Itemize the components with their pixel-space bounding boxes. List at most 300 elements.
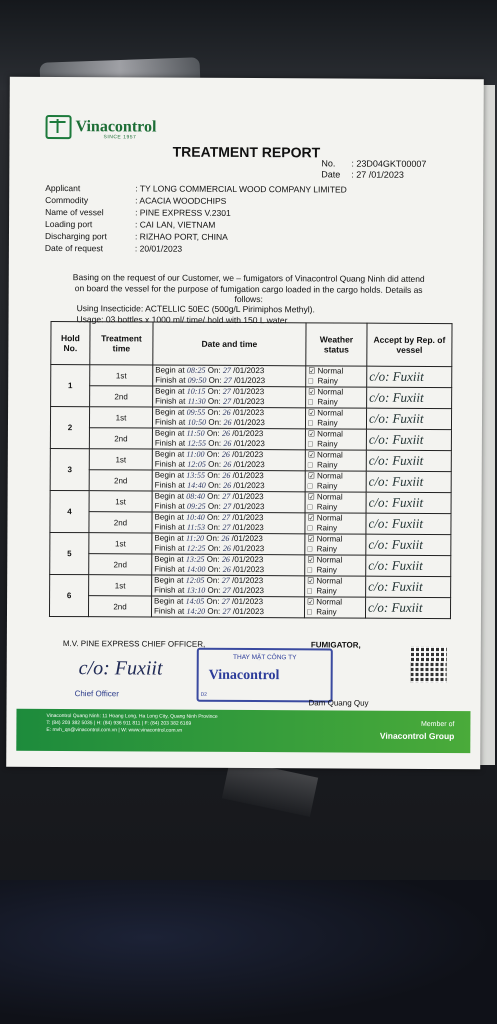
- finish-day: 27: [223, 375, 232, 385]
- on-label: On:: [207, 396, 221, 406]
- stamp-top-text: THAY MẶT CÔNG TY: [233, 653, 297, 662]
- footer-member-of: Member of: [420, 720, 455, 729]
- info-value: : CAI LAN, VIETNAM: [135, 219, 216, 230]
- begin-day: 27: [222, 365, 231, 375]
- rep-signature: c/o: Fuxiit: [366, 492, 451, 513]
- date-time-cell: [152, 407, 305, 429]
- month-year: /01/2023: [232, 407, 265, 418]
- date-time-cell: [152, 533, 305, 555]
- finish-time: 14:40: [187, 480, 206, 490]
- hold-number: 5: [50, 532, 89, 574]
- hold-number: 6: [49, 574, 88, 616]
- company-stamp: [197, 648, 333, 703]
- rainy-label: Rainy: [317, 376, 338, 386]
- finish-time: 12:55: [187, 438, 207, 448]
- finish-day: 27: [223, 501, 232, 511]
- rainy-label: Rainy: [317, 418, 338, 428]
- on-label: On:: [208, 417, 222, 427]
- info-key: Commodity: [45, 194, 89, 206]
- rainy-label: Rainy: [316, 523, 338, 533]
- begin-label: Begin at: [155, 365, 185, 375]
- info-key: Applicant: [45, 182, 81, 194]
- header-date-time: Date and time: [153, 322, 306, 366]
- begin-label: Begin at: [154, 512, 184, 522]
- finish-day: 26: [223, 438, 232, 448]
- treatment-time: 2nd: [90, 386, 153, 407]
- month-year: /01/2023: [233, 365, 265, 376]
- treatment-time: 2nd: [89, 512, 152, 533]
- on-label: On:: [206, 533, 220, 543]
- rainy-label: Rainy: [317, 397, 338, 407]
- checkbox-empty-icon: □: [307, 460, 313, 470]
- rep-signature: c/o: Fuxiit: [366, 471, 451, 492]
- begin-day: 26: [221, 428, 231, 438]
- header-weather: Weather status: [306, 323, 367, 366]
- treatment-time: 2nd: [88, 596, 151, 617]
- treatment-time: 1st: [89, 407, 152, 428]
- checkbox-checked-icon: ☑: [307, 597, 315, 607]
- hold-number: 4: [50, 490, 89, 532]
- finish-line: [155, 502, 303, 513]
- rep-signature: c/o: Fuxiit: [367, 387, 452, 408]
- begin-time: 13:25: [185, 554, 205, 564]
- finish-label: Finish at: [154, 522, 185, 532]
- normal-label: Normal: [316, 471, 343, 481]
- date-time-cell: [152, 428, 305, 450]
- vinacontrol-logo: [45, 115, 156, 140]
- month-year: /01/2023: [232, 428, 264, 439]
- finish-day: 26: [223, 459, 232, 469]
- month-year: /01/2023: [232, 470, 264, 481]
- finish-time: 12:05: [187, 459, 206, 469]
- on-label: On:: [207, 564, 221, 574]
- checkbox-empty-icon: □: [307, 481, 313, 491]
- normal-label: Normal: [317, 429, 343, 439]
- table-row: [50, 427, 451, 450]
- normal-label: Normal: [317, 450, 343, 460]
- weather-normal: [307, 597, 363, 607]
- info-value: : ACACIA WOODCHIPS: [135, 195, 227, 206]
- finish-time: 10:50: [187, 417, 207, 427]
- month-year: /01/2023: [233, 417, 265, 428]
- rainy-label: Rainy: [317, 439, 338, 449]
- footer-email: E: mvh_qn@vinacontrol.com.vn | W: www.vinacontrol.com.vn: [46, 726, 183, 734]
- finish-day: 26: [222, 543, 231, 553]
- month-year: /01/2023: [232, 491, 264, 502]
- treatment-time: 1st: [89, 575, 152, 596]
- chief-signature: c/o: Fuxiit: [78, 657, 163, 680]
- table-row: [50, 406, 451, 429]
- rep-signature: c/o: Fuxiit: [366, 513, 451, 534]
- info-value: : 20/01/2023: [134, 243, 183, 254]
- begin-time: 11:20: [185, 533, 205, 543]
- normal-label: Normal: [317, 366, 344, 376]
- rep-signature: c/o: Fuxiit: [366, 408, 451, 429]
- on-label: On:: [206, 428, 220, 438]
- checkbox-checked-icon: ☑: [307, 450, 316, 460]
- begin-time: 13:55: [186, 470, 206, 480]
- finish-label: Finish at: [154, 501, 185, 511]
- finish-label: Finish at: [154, 480, 185, 490]
- fumigator-label: FUMIGATOR,: [310, 640, 361, 650]
- weather-cell: [305, 408, 366, 429]
- weather-cell: [306, 366, 367, 387]
- weather-rainy: [307, 607, 363, 617]
- checkbox-checked-icon: ☑: [307, 534, 315, 544]
- begin-day: 26: [221, 449, 230, 459]
- weather-normal: [307, 513, 363, 523]
- chief-officer-label: M.V. PINE EXPRESS CHIEF OFFICER,: [62, 639, 206, 649]
- begin-day: 26: [221, 554, 230, 564]
- intro-paragraph: Basing on the request of our Customer, we – fumigators of Vinacontrol Quang Ninh did attend on board the vessel for the purpose of fumigation cargo loaded in the cargo holds. Details as follows:: [72, 272, 425, 305]
- weather-cell: [306, 387, 367, 408]
- date-time-cell: [153, 365, 306, 387]
- finish-day: 27: [222, 522, 231, 532]
- weather-normal: [308, 387, 364, 397]
- begin-day: 26: [221, 533, 230, 543]
- table-row: [51, 385, 452, 408]
- weather-normal: [308, 471, 364, 481]
- rep-signature: c/o: Fuxiit: [366, 450, 451, 471]
- begin-time: 10:15: [186, 386, 206, 396]
- header-hold: Hold No.: [51, 321, 90, 364]
- treatment-time: 1st: [89, 449, 152, 470]
- begin-time: 11:50: [186, 428, 205, 438]
- weather-rainy: [308, 376, 364, 386]
- finish-line: [155, 481, 303, 492]
- weather-cell: [305, 429, 366, 450]
- on-label: On:: [207, 386, 221, 396]
- table-row: [50, 574, 451, 597]
- checkbox-empty-icon: □: [307, 502, 313, 512]
- finish-line: [154, 586, 302, 597]
- weather-normal: [308, 492, 364, 502]
- on-label: On:: [207, 470, 221, 480]
- month-year: /01/2023: [233, 543, 265, 554]
- weather-cell: [304, 597, 365, 618]
- treatment-time: 2nd: [89, 470, 152, 491]
- begin-day: 27: [222, 512, 231, 522]
- checkbox-empty-icon: □: [308, 397, 313, 407]
- finish-label: Finish at: [155, 396, 186, 406]
- finish-label: Finish at: [153, 606, 185, 616]
- rainy-label: Rainy: [316, 586, 337, 596]
- on-label: On:: [207, 407, 221, 417]
- finish-line: [154, 523, 302, 534]
- finish-time: 14:00: [186, 564, 206, 574]
- normal-label: Normal: [317, 408, 344, 418]
- weather-rainy: [307, 586, 363, 596]
- finish-line: [154, 607, 302, 618]
- weather-normal: [307, 534, 363, 544]
- begin-time: 14:05: [185, 596, 205, 606]
- month-year: /01/2023: [233, 438, 265, 449]
- on-label: On:: [207, 491, 221, 501]
- report-number-block: [321, 158, 426, 181]
- on-label: On:: [207, 606, 221, 616]
- checkbox-checked-icon: ☑: [307, 429, 316, 439]
- rainy-label: Rainy: [316, 607, 337, 617]
- normal-label: Normal: [316, 534, 343, 544]
- weather-rainy: [308, 502, 364, 512]
- weather-cell: [305, 492, 366, 513]
- date-time-cell: [152, 512, 305, 534]
- rep-signature: c/o: Fuxiit: [366, 555, 451, 576]
- begin-time: 09:55: [186, 407, 206, 417]
- finish-line: [154, 565, 302, 576]
- checkbox-checked-icon: ☑: [307, 492, 315, 502]
- weather-cell: [305, 534, 366, 555]
- checkbox-checked-icon: ☑: [307, 513, 315, 523]
- on-label: On:: [207, 585, 221, 595]
- treatment-report-sheet: [6, 77, 484, 769]
- table-row: [50, 490, 451, 513]
- finish-label: Finish at: [154, 438, 186, 448]
- finish-line: [155, 376, 303, 387]
- rainy-label: Rainy: [316, 481, 338, 491]
- date-time-cell: [152, 491, 305, 513]
- scale-icon: [45, 115, 71, 139]
- finish-line: [155, 418, 303, 429]
- no-value: : 23D04GKT00007: [351, 158, 427, 169]
- table-row: [50, 469, 451, 492]
- finish-day: 27: [222, 585, 231, 595]
- treatment-time: 2nd: [89, 428, 152, 449]
- date-time-cell: [152, 554, 305, 576]
- begin-label: Begin at: [155, 386, 185, 396]
- finish-label: Finish at: [154, 417, 186, 427]
- date-time-cell: [151, 596, 304, 618]
- header-accept-by: Accept by Rep. of vessel: [367, 323, 452, 366]
- info-value: : PINE EXPRESS V.2301: [135, 207, 231, 218]
- month-year: /01/2023: [231, 533, 263, 544]
- month-year: /01/2023: [233, 386, 265, 397]
- month-year: /01/2023: [232, 606, 264, 617]
- date-time-cell: [152, 449, 305, 471]
- finish-line: [155, 397, 303, 408]
- weather-normal: [308, 429, 364, 439]
- finish-day: 26: [223, 417, 232, 427]
- finish-label: Finish at: [154, 459, 186, 469]
- info-key: Loading port: [45, 218, 93, 230]
- begin-label: Begin at: [154, 428, 185, 438]
- treatment-time: 1st: [89, 533, 152, 554]
- footer-phone: T: (84) 203 382 5035 | H: (84) 936 911 811 | F: (84) 203 382 6169: [46, 719, 192, 727]
- normal-label: Normal: [316, 576, 343, 586]
- table-row: [50, 532, 451, 555]
- month-year: /01/2023: [232, 585, 265, 596]
- begin-time: 08:40: [186, 491, 205, 501]
- checkbox-checked-icon: ☑: [307, 555, 315, 565]
- weather-normal: [308, 408, 364, 418]
- finish-line: [155, 439, 303, 450]
- begin-label: Begin at: [154, 596, 184, 606]
- month-year: /01/2023: [232, 522, 264, 533]
- chief-officer-title: Chief Officer: [74, 689, 119, 699]
- finish-time: 14:20: [186, 606, 206, 616]
- finish-label: Finish at: [154, 585, 185, 595]
- weather-cell: [305, 513, 366, 534]
- weather-cell: [305, 576, 366, 597]
- on-label: On:: [208, 438, 222, 448]
- header-treatment-time: Treatment time: [90, 322, 153, 365]
- begin-label: Begin at: [154, 491, 184, 501]
- table-row: [50, 511, 451, 534]
- begin-label: Begin at: [154, 554, 184, 564]
- checkbox-empty-icon: □: [307, 418, 313, 428]
- weather-normal: [308, 450, 364, 460]
- finish-label: Finish at: [154, 564, 185, 574]
- table-row: [49, 595, 450, 618]
- weather-rainy: [307, 523, 363, 533]
- finish-time: 11:30: [187, 396, 206, 406]
- finish-time: 11:53: [186, 522, 206, 532]
- begin-day: 27: [221, 575, 230, 585]
- info-key: Name of vessel: [45, 206, 104, 218]
- date-time-cell: [153, 386, 306, 408]
- checkbox-checked-icon: ☑: [308, 366, 316, 376]
- rep-signature: c/o: Fuxiit: [366, 576, 451, 597]
- logo-since: SINCE 1957: [103, 134, 137, 141]
- on-label: On:: [206, 554, 220, 564]
- date-time-cell: [152, 470, 305, 492]
- green-footer: [16, 709, 470, 753]
- month-year: /01/2023: [231, 596, 264, 607]
- on-label: On:: [208, 459, 222, 469]
- weather-rainy: [307, 544, 363, 554]
- weather-rainy: [308, 481, 364, 491]
- normal-label: Normal: [316, 555, 343, 565]
- rainy-label: Rainy: [316, 502, 338, 512]
- month-year: /01/2023: [233, 480, 265, 491]
- date-label: Date: [321, 169, 341, 180]
- page-title: TREATMENT REPORT: [172, 143, 321, 161]
- begin-day: 27: [222, 491, 231, 501]
- on-label: On:: [207, 365, 221, 375]
- hold-number: 2: [50, 406, 89, 448]
- normal-label: Normal: [317, 387, 344, 397]
- treatment-time: 2nd: [89, 554, 152, 575]
- weather-cell: [305, 450, 366, 471]
- stamp-logo: Vinacontrol: [208, 667, 280, 684]
- footer-group: Vinacontrol Group: [379, 730, 455, 742]
- begin-time: 11:00: [186, 449, 205, 459]
- finish-time: 12:25: [186, 543, 206, 553]
- rep-signature: c/o: Fuxiit: [366, 534, 451, 555]
- rep-signature: c/o: Fuxiit: [366, 429, 451, 450]
- date-time-cell: [152, 575, 305, 597]
- begin-label: Begin at: [154, 470, 185, 480]
- rep-signature: c/o: Fuxiit: [365, 597, 450, 618]
- begin-label: Begin at: [155, 407, 185, 417]
- no-label: No.: [321, 158, 336, 169]
- applicant-info: [45, 182, 347, 256]
- table-row: [51, 364, 452, 387]
- finish-day: 26: [222, 564, 231, 574]
- finish-label: Finish at: [154, 543, 185, 553]
- info-key: Date of request: [44, 242, 104, 254]
- begin-time: 08:25: [186, 365, 206, 375]
- begin-time: 10:40: [186, 512, 205, 522]
- weather-rainy: [308, 439, 364, 449]
- checkbox-empty-icon: □: [307, 544, 313, 554]
- normal-label: Normal: [316, 597, 343, 607]
- weather-cell: [305, 471, 366, 492]
- weather-rainy: [307, 565, 363, 575]
- treatment-time: 1st: [90, 365, 153, 386]
- on-label: On:: [206, 596, 220, 606]
- date-value: : 27 /01/2023: [351, 169, 404, 180]
- weather-cell: [305, 555, 366, 576]
- on-label: On:: [208, 480, 221, 490]
- begin-day: 26: [222, 407, 231, 417]
- stamp-code: D2: [200, 691, 207, 698]
- treatment-time: 1st: [89, 491, 152, 512]
- begin-day: 26: [222, 470, 231, 480]
- weather-normal: [307, 555, 363, 565]
- begin-label: Begin at: [154, 449, 185, 459]
- normal-label: Normal: [316, 492, 343, 502]
- weather-rainy: [308, 397, 364, 407]
- checkbox-empty-icon: □: [307, 586, 312, 596]
- checkbox-empty-icon: □: [307, 439, 313, 449]
- checkbox-checked-icon: ☑: [307, 576, 315, 586]
- month-year: /01/2023: [233, 459, 265, 470]
- footer-address: Vinacontrol Quang Ninh: 11 Hoang Long, Ha Long City, Quang Ninh Province: [46, 712, 218, 720]
- finish-label: Finish at: [155, 375, 186, 385]
- on-label: On:: [206, 575, 220, 585]
- month-year: /01/2023: [232, 554, 264, 565]
- qr-code-icon: [411, 647, 447, 683]
- weather-rainy: [308, 418, 364, 428]
- month-year: /01/2023: [232, 564, 265, 575]
- rainy-label: Rainy: [316, 460, 338, 470]
- weather-rainy: [308, 460, 364, 470]
- table-row: [50, 553, 451, 576]
- month-year: /01/2023: [233, 501, 265, 512]
- begin-day: 27: [221, 596, 230, 606]
- table-row: [50, 448, 451, 471]
- begin-label: Begin at: [154, 575, 184, 585]
- begin-day: 27: [222, 386, 231, 396]
- usage-line: Usage: 03 bottles x 1000 ml/ time/ hold with 150 L water: [76, 313, 288, 325]
- checkbox-empty-icon: □: [307, 523, 313, 533]
- checkbox-empty-icon: □: [307, 565, 313, 575]
- checkbox-checked-icon: ☑: [308, 387, 316, 397]
- treatment-table: [49, 321, 453, 619]
- begin-label: Begin at: [154, 533, 184, 543]
- checkbox-checked-icon: ☑: [308, 408, 316, 418]
- on-label: On:: [207, 522, 221, 532]
- checkbox-empty-icon: □: [306, 607, 312, 617]
- month-year: /01/2023: [232, 449, 264, 460]
- fumigator-name: Dam Quang Quy: [308, 698, 369, 708]
- finish-line: [154, 544, 302, 555]
- month-year: /01/2023: [232, 512, 264, 523]
- normal-label: Normal: [316, 513, 343, 523]
- rainy-label: Rainy: [316, 565, 337, 575]
- on-label: On:: [206, 512, 220, 522]
- finish-day: 26: [223, 480, 232, 490]
- hold-number: 3: [50, 448, 89, 490]
- background-cloth: [0, 880, 497, 1024]
- begin-time: 12:05: [185, 575, 205, 585]
- on-label: On:: [207, 501, 221, 511]
- on-label: On:: [206, 449, 220, 459]
- finish-line: [155, 460, 303, 471]
- rainy-label: Rainy: [316, 544, 338, 554]
- info-row: [45, 242, 347, 256]
